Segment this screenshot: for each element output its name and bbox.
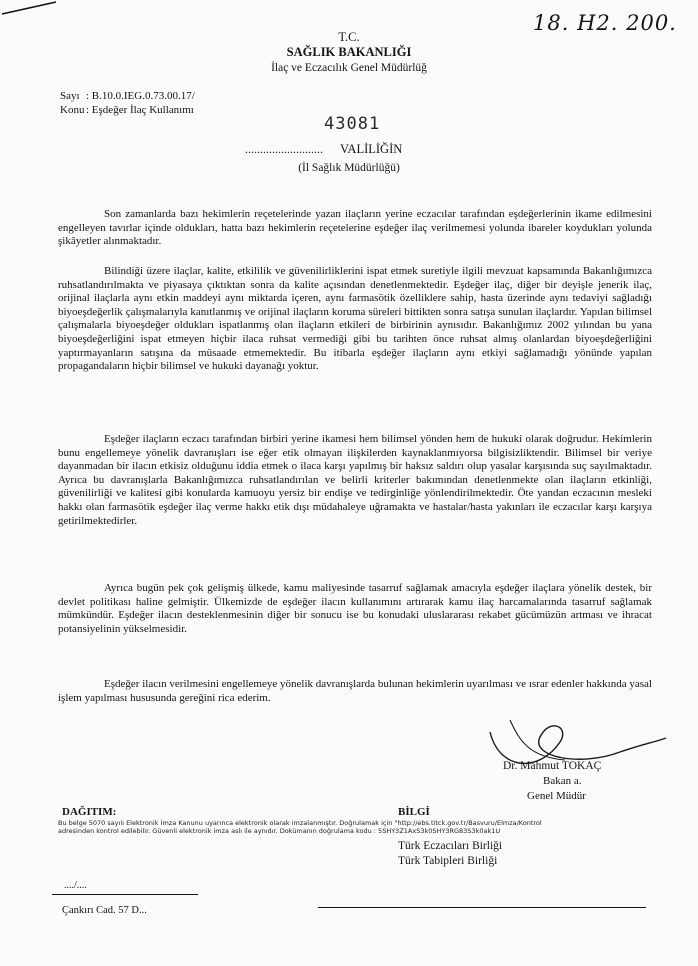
body-paragraph-1: Son zamanlarda bazı hekimlerin reçetelerinde yazan ilaçların yerine eczacılar tarafından eşdeğerlerinin ikame edilmesini engelleyen tavırlar içinde oldukları, hatta bazı hekimlerin reçetelerine eşdeğer ilaç verilmemesi yolunda ibareler koydukları yolunda şikâyetler alınmaktadır. (58, 208, 652, 248)
header-tc: T.C. (338, 30, 360, 44)
handwritten-date: 18. H2. 200. (533, 11, 677, 35)
addressee-sub: (İl Sağlık Müdürlüğü) (298, 162, 400, 174)
footer-rule-right (318, 907, 646, 908)
addressee-dots: .......................... (245, 142, 323, 156)
bottom-dots: ..../.... (64, 880, 87, 891)
signer-title-2: Genel Müdür (527, 790, 586, 802)
signer-title-1: Bakan a. (543, 775, 582, 787)
dagitim-label: DAĞITIM: (62, 806, 117, 818)
e-signature-line-2: adresinden kontrol edilebilir. Güvenli elektronik imza aslı ile aynıdır. Dokümanın doğrulama kodu : 5SHY3Z1AxS3k0SHY3RG83S3k0ak1U (58, 827, 501, 835)
konu-label: Konu (60, 104, 85, 116)
header-ministry: SAĞLIK BAKANLIĞI (286, 45, 412, 59)
bilgi-label: BİLGİ (398, 806, 430, 818)
pen-stroke-mark (0, 0, 60, 20)
konu-line (60, 104, 194, 117)
e-signature-note (58, 819, 618, 835)
header-directorate: İlaç ve Eczacılık Genel Müdürlüğ (271, 62, 427, 74)
signer-name: Dr. Mahmut TOKAÇ (503, 760, 602, 772)
konu-value: : Eşdeğer İlaç Kullanımı (86, 104, 194, 116)
footer-rule-left (52, 894, 198, 895)
sayi-value: : B.10.0.IEG.0.73.00.17/ (86, 90, 195, 102)
addressee-line (245, 142, 402, 157)
valilik-label: VALİLİĞİN (340, 142, 403, 156)
footer-address: Çankırı Cad. 57 D... (62, 905, 147, 916)
body-paragraph-3: Eşdeğer ilaçların eczacı tarafından birbiri yerine ikamesi hem bilimsel yönden hem de hukuki olarak doğrudur. Hekimlerin bunu engellemeye yönelik davranışları ise eğer etik olmayan ilişkilerden kaynaklanmıyorsa bilgisizliktendir. Bilimsel bir veriye dayanmadan bir ilacın etkisiz olduğunu iddia etmek o ilaca karşı yapılmış bir haksız saldırı olup yasalar karşısında suç sayılmaktadır. Ayrıca bu davranışlarla Bakanlığımızca ruhsatlandırılan ve belirli kriterler bakımından denetlenmekte olan ilaçların etkinliği, güvenilirliği ve kalitesi gibi konularda kamuoyu yersiz bir endişe ve tedirginliğe yönlendirilmektedir. Öte yandan eczacının mesleki hakkı olan farmasötik eşdeğer ilaç verme hakkı etik dışı müdahaleye uğramakta ve hastalar/hasta yakınları ile eczacılar karşı karşıya getirilmektedirler. (58, 433, 652, 527)
body-paragraph-4: Ayrıca bugün pek çok gelişmiş ülkede, kamu maliyesinde tasarruf sağlamak amacıyla eşdeğer ilaçlara yönelik destek, bir devlet politikası haline gelmiştir. Ülkemizde de eşdeğer ilacın kullanımını artırarak kamu ilaç harcamalarında tasarruf sağlamak mümkündür. Eşdeğer ilacın desteklenmesinin diğer bir sonucu ise bu konudaki uluslararası rekabet gücümüzün artması ve ihracat potansiyelinin yükselmesidir. (58, 582, 652, 635)
distribution-item: Türk Eczacıları Birliği (398, 840, 503, 852)
sayi-line (60, 90, 195, 103)
stamp-number: 43081 (324, 114, 381, 134)
body-paragraph-2: Bilindiği üzere ilaçlar, kalite, etkililik ve güvenilirliklerini ispat etmek suretiyle ilgili mevzuat kapsamında Bakanlığımızca ruhsatlandırılmakta ve piyasaya çıktıktan sonra da kalite açısından denetlenmektedir. Eşdeğer ilaç, diğer bir deyişle jenerik ilaç, orijinal ilaçlarla aynı etkin maddeyi aynı miktarda içeren, aynı farmasötik özelliklere sahip, hasta üzerinde aynı tedaviyi sağladığı biyoeşdeğerlik çalışmalarıyla kanıtlanmış ve orijinal ilaçların koruma süreleri bittikten sonra satışa sunulan ilaçlardır. Yapılan bilimsel çalışmalarla biyoeşdeğer oldukları ispatlanmış olan ilaçların etkileri de birbirinin aynısıdır. Bakanlığımız 2002 yılından bu yana biyoeşdeğerliğini ispat etmeyen hiçbir ilaca ruhsat vermediği gibi bu tarihten önce ruhsat almış olanlardan biyoeşdeğerliğini yaptırmayanların satışına da müsaade etmemektedir. Bu itibarla eşdeğer ilaçların aynı etkiyi sağlamadığı yönünde yapılan propagandaların hiçbir bilimsel ve hukuki dayanağı yoktur. (58, 265, 652, 373)
e-signature-line-1: Bu belge 5070 sayılı Elektronik İmza Kanunu uyarınca elektronik olarak imzalanmıştır. Doğrulamak için "http://ebs.titck.gov.tr/Basvuru/Elmza/Kontrol (58, 819, 542, 827)
body-paragraph-5: Eşdeğer ilacın verilmesini engellemeye yönelik davranışlarda bulunan hekimlerin uyarılması ve ısrar edenler hakkında yasal işlem yapılması hususunda gereğini rica ederim. (58, 678, 652, 704)
sayi-label: Sayı (60, 90, 80, 102)
distribution-item: Türk Tabipleri Birliği (398, 855, 498, 867)
